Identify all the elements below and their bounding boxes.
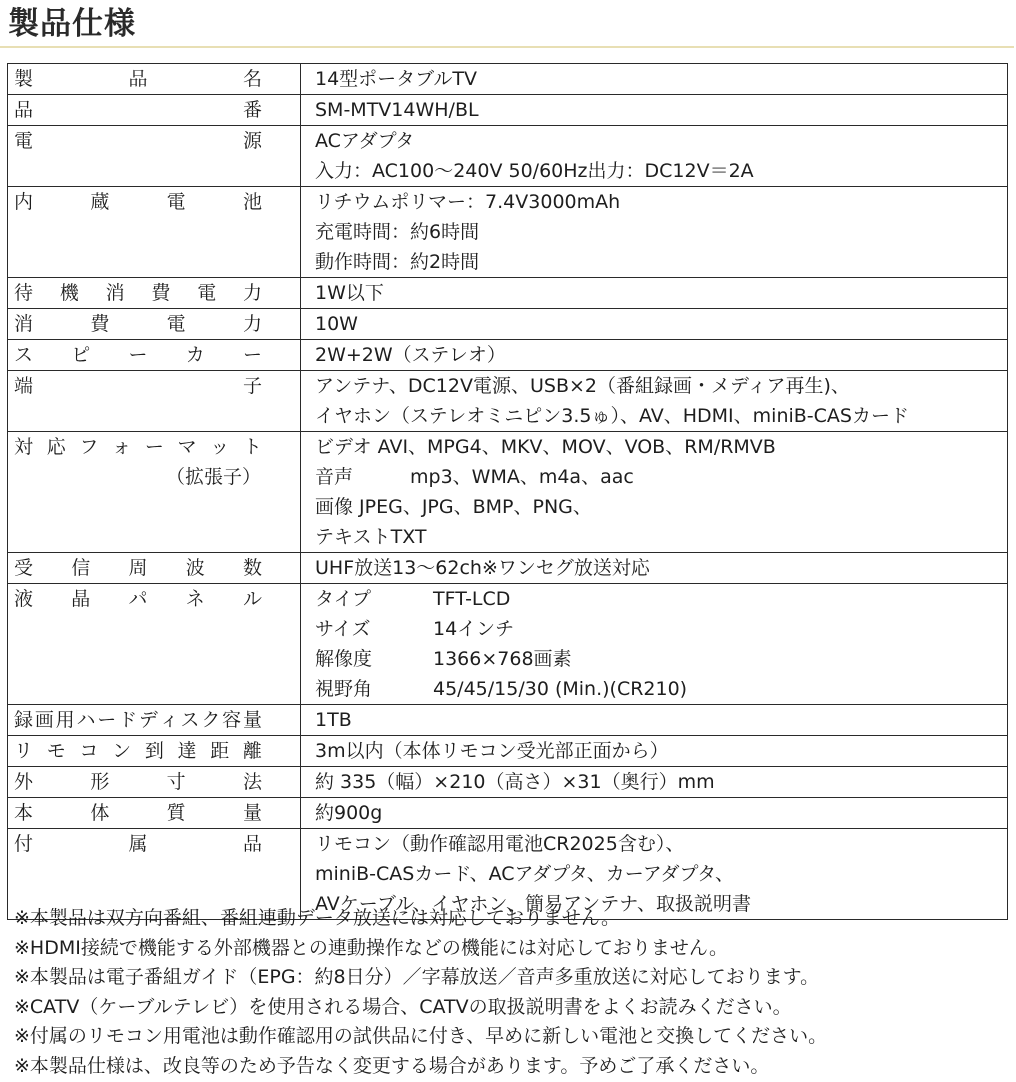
spec-value-cell <box>301 340 1008 371</box>
table-row <box>8 371 1008 432</box>
spec-label-char: 力 <box>242 282 262 304</box>
spec-value: リモコン（動作確認用電池CR2025含む）、 <box>315 833 685 855</box>
panel-spec-pair <box>315 644 1007 674</box>
spec-value: AVケーブル、イヤホン、簡易アンテナ、取扱説明書 <box>315 893 751 915</box>
spec-value: テキストTXT <box>315 526 427 548</box>
spec-label <box>14 432 262 462</box>
spec-value: リチウムポリマー：7.4V3000mAh <box>315 191 621 213</box>
spec-value: 入力：AC100〜240V 50/60Hz出力：DC12V＝2A <box>315 160 754 182</box>
spec-label-char: 応 <box>46 436 66 458</box>
panel-spec-key: タイプ <box>315 588 372 610</box>
panel-spec-key: サイズ <box>315 618 371 640</box>
spec-label-char: ー <box>97 709 117 731</box>
spec-table-body <box>8 64 1008 920</box>
spec-label <box>14 95 262 125</box>
spec-label-char: 数 <box>242 557 262 579</box>
panel-spec-value: 14インチ <box>433 618 515 640</box>
spec-label-char: 容 <box>222 709 242 731</box>
spec-value: 3m以内（本体リモコン受光部正面から） <box>315 740 669 762</box>
spec-value-cell <box>301 371 1008 432</box>
spec-label-char: 到 <box>144 740 164 762</box>
spec-label-char: ス <box>14 344 34 366</box>
spec-label-char: ド <box>118 709 138 731</box>
spec-label <box>14 371 262 401</box>
spec-value: 約 335（幅）×210（高さ）×31（奥行）mm <box>315 771 715 793</box>
spec-label-char: 費 <box>151 282 171 304</box>
spec-label-char: 電 <box>197 282 217 304</box>
spec-label <box>14 584 262 614</box>
table-row <box>8 187 1008 278</box>
spec-label <box>14 705 262 735</box>
spec-value-cell <box>301 705 1008 736</box>
panel-spec-pair <box>315 674 1007 704</box>
spec-value: ビデオ AVI、MPG4、MKV、MOV、VOB、RM/RMVB <box>315 436 776 458</box>
spec-label-char: 製 <box>14 68 34 90</box>
footnote: ※付属のリモコン用電池は動作確認用の試供品に付き、早めに新しい電池と交換してください。 <box>14 1025 828 1048</box>
spec-label-char: ト <box>242 436 262 458</box>
spec-label-cell <box>8 64 301 95</box>
spec-label-char: 蔵 <box>90 191 110 213</box>
spec-label-char: 力 <box>242 313 262 335</box>
spec-label-char: 電 <box>166 313 186 335</box>
panel-spec-pair <box>315 614 1007 644</box>
table-row <box>8 432 1008 553</box>
spec-label <box>14 278 262 308</box>
spec-label-cell <box>8 95 301 126</box>
spec-label-cell <box>8 553 301 584</box>
table-row <box>8 95 1008 126</box>
spec-value: 1TB <box>315 709 352 731</box>
table-row <box>8 309 1008 340</box>
spec-label-char: 対 <box>14 436 34 458</box>
spec-value-cell <box>301 309 1008 340</box>
spec-label-char: 本 <box>14 802 34 824</box>
spec-label-char: コ <box>79 740 99 762</box>
spec-label <box>14 767 262 797</box>
spec-label-cell <box>8 705 301 736</box>
spec-label-char: 離 <box>242 740 262 762</box>
spec-value: UHF放送13〜62ch※ワンセグ放送対応 <box>315 557 650 579</box>
panel-spec-value: 45/45/15/30 (Min.)(CR210) <box>433 678 688 700</box>
spec-value: ACアダプタ <box>315 130 415 152</box>
spec-label <box>14 187 262 217</box>
spec-label-char: 法 <box>242 771 262 793</box>
spec-label-char: ク <box>201 709 221 731</box>
footnote: ※HDMI接続で機能する外部機器との連動操作などの機能には対応しておりません。 <box>14 936 728 959</box>
spec-label-char: 品 <box>128 68 148 90</box>
spec-label-char: フ <box>79 436 99 458</box>
spec-label <box>14 798 262 828</box>
spec-label-char: 達 <box>177 740 197 762</box>
spec-label-char: 外 <box>14 771 34 793</box>
page-title: 製品仕様 <box>8 6 136 42</box>
spec-label-cell <box>8 798 301 829</box>
spec-label-char: ン <box>112 740 132 762</box>
spec-label <box>14 340 262 370</box>
spec-value: 充電時間：約6時間 <box>315 221 480 243</box>
spec-value: 1W以下 <box>315 282 384 304</box>
spec-value-cell <box>301 95 1008 126</box>
spec-value: 動作時間：約2時間 <box>315 251 480 273</box>
spec-label-char: 池 <box>242 191 262 213</box>
spec-label-char: 信 <box>71 557 91 579</box>
spec-value-cell <box>301 736 1008 767</box>
spec-label-char: 源 <box>242 130 262 152</box>
spec-label-char: 量 <box>242 802 262 824</box>
spec-label-char: 品 <box>14 99 34 121</box>
spec-value-cell <box>301 584 1008 705</box>
spec-label-char: ィ <box>159 709 179 731</box>
footnote: ※本製品仕様は、改良等のため予告なく変更する場合があります。予めご了承ください。 <box>14 1054 770 1077</box>
spec-label-char: 子 <box>242 375 262 397</box>
spec-label-cell <box>8 371 301 432</box>
title-underline <box>0 46 1014 48</box>
spec-label-char: 品 <box>242 833 262 855</box>
spec-label <box>14 553 262 583</box>
spec-label-char: 体 <box>90 802 110 824</box>
spec-label-char: 質 <box>166 802 186 824</box>
spec-label-char: 電 <box>166 191 186 213</box>
spec-label-char: ッ <box>210 436 230 458</box>
spec-label-char: 寸 <box>166 771 186 793</box>
spec-value: 2W+2W（ステレオ） <box>315 344 506 366</box>
spec-label-char: 属 <box>128 833 148 855</box>
spec-label-char: 液 <box>14 588 34 610</box>
spec-label-char: ー <box>144 436 164 458</box>
table-row <box>8 278 1008 309</box>
panel-spec-key: 視野角 <box>315 678 373 700</box>
panel-spec-value: TFT-LCD <box>433 588 511 610</box>
spec-value: 画像 JPEG、JPG、BMP、PNG、 <box>315 496 592 518</box>
spec-label-char: マ <box>177 436 197 458</box>
spec-label-char: ー <box>242 344 262 366</box>
spec-label-char: 電 <box>14 130 34 152</box>
spec-label-char: モ <box>46 740 66 762</box>
footnotes <box>14 904 1014 1082</box>
table-row <box>8 126 1008 187</box>
spec-value: 約900g <box>315 802 383 824</box>
spec-label-cell <box>8 584 301 705</box>
spec-label <box>14 736 262 766</box>
spec-label-char: ピ <box>71 344 91 366</box>
spec-value: SM-MTV14WH/BL <box>315 99 479 121</box>
table-row <box>8 553 1008 584</box>
spec-label <box>14 64 262 94</box>
spec-label-cell <box>8 278 301 309</box>
spec-label-char: 晶 <box>71 588 91 610</box>
spec-label-char: 名 <box>242 68 262 90</box>
panel-spec-value: 1366×768画素 <box>433 648 572 670</box>
table-row <box>8 64 1008 95</box>
spec-label-char: 画 <box>34 709 54 731</box>
spec-label-char: 距 <box>210 740 230 762</box>
spec-value-cell <box>301 64 1008 95</box>
footnote: ※本製品は双方向番組、番組連動データ放送には対応しておりません。 <box>14 907 621 929</box>
spec-label-cell <box>8 187 301 278</box>
spec-label-char: 端 <box>14 375 34 397</box>
footnote: ※CATV（ケーブルテレビ）を使用される場合、CATVの取扱説明書をよくお読みください。 <box>14 995 792 1018</box>
spec-value: 10W <box>315 313 358 335</box>
spec-label-cell <box>8 767 301 798</box>
spec-label-char: 形 <box>90 771 110 793</box>
footnote: ※本製品は電子番組ガイド（EPG：約8日分）／字幕放送／音声多重放送に対応しております。 <box>14 966 820 989</box>
spec-label-char: ー <box>128 344 148 366</box>
spec-label-char: デ <box>138 709 158 731</box>
spec-value-cell <box>301 187 1008 278</box>
spec-label-char: ハ <box>76 709 96 731</box>
spec-label-char: 波 <box>185 557 205 579</box>
spec-label-char: 周 <box>128 557 148 579</box>
spec-label-cell <box>8 340 301 371</box>
spec-label-char: 量 <box>242 709 262 731</box>
table-row <box>8 798 1008 829</box>
spec-label-char: ネ <box>185 588 205 610</box>
spec-label-cell <box>8 432 301 553</box>
spec-label-char: 費 <box>90 313 110 335</box>
spec-label-cell <box>8 126 301 187</box>
spec-label-char: ス <box>180 709 200 731</box>
spec-value-cell <box>301 767 1008 798</box>
spec-label-char: 付 <box>14 833 34 855</box>
spec-label-char: ォ <box>112 436 132 458</box>
spec-label-char: 消 <box>14 313 34 335</box>
spec-label-char: カ <box>185 344 205 366</box>
table-row <box>8 705 1008 736</box>
spec-label-char: リ <box>14 740 34 762</box>
spec-value: イヤホン（ステレオミニピン3.5ゅ）、AV、HDMI、miniB-CASカード <box>315 405 909 427</box>
spec-label-cell <box>8 736 301 767</box>
spec-value: 14型ポータブルTV <box>315 68 478 90</box>
spec-label <box>14 126 262 156</box>
table-row <box>8 736 1008 767</box>
spec-label-char: 番 <box>242 99 262 121</box>
spec-label-char: 内 <box>14 191 34 213</box>
spec-label-char: 待 <box>14 282 34 304</box>
spec-label-cell <box>8 309 301 340</box>
panel-spec-key: 解像度 <box>315 648 373 670</box>
spec-value-cell <box>301 432 1008 553</box>
spec-value-cell <box>301 278 1008 309</box>
spec-value-cell <box>301 126 1008 187</box>
spec-value: miniB-CASカード、ACアダプタ、カーアダプタ、 <box>315 863 734 885</box>
spec-value: 音声 mp3、WMA、m4a、aac <box>315 466 634 488</box>
spec-label-char: 受 <box>14 557 34 579</box>
spec-label-char: 機 <box>59 282 79 304</box>
table-row <box>8 340 1008 371</box>
table-row <box>8 767 1008 798</box>
spec-label-char: パ <box>128 588 148 610</box>
spec-label-char: 消 <box>105 282 125 304</box>
spec-label-char: 用 <box>55 709 75 731</box>
spec-label <box>14 309 262 339</box>
spec-value-cell <box>301 553 1008 584</box>
spec-sublabel: （拡張子） <box>166 466 262 488</box>
panel-spec-pair <box>315 584 1007 614</box>
spec-label <box>14 829 262 859</box>
spec-label-char: 録 <box>14 709 34 731</box>
spec-label-char: ル <box>242 588 262 610</box>
table-row <box>8 584 1008 705</box>
spec-table <box>7 63 1008 920</box>
spec-value: アンテナ、DC12V電源、USB×2（番組録画・メディア再生)、 <box>315 375 850 397</box>
spec-value-cell <box>301 798 1008 829</box>
